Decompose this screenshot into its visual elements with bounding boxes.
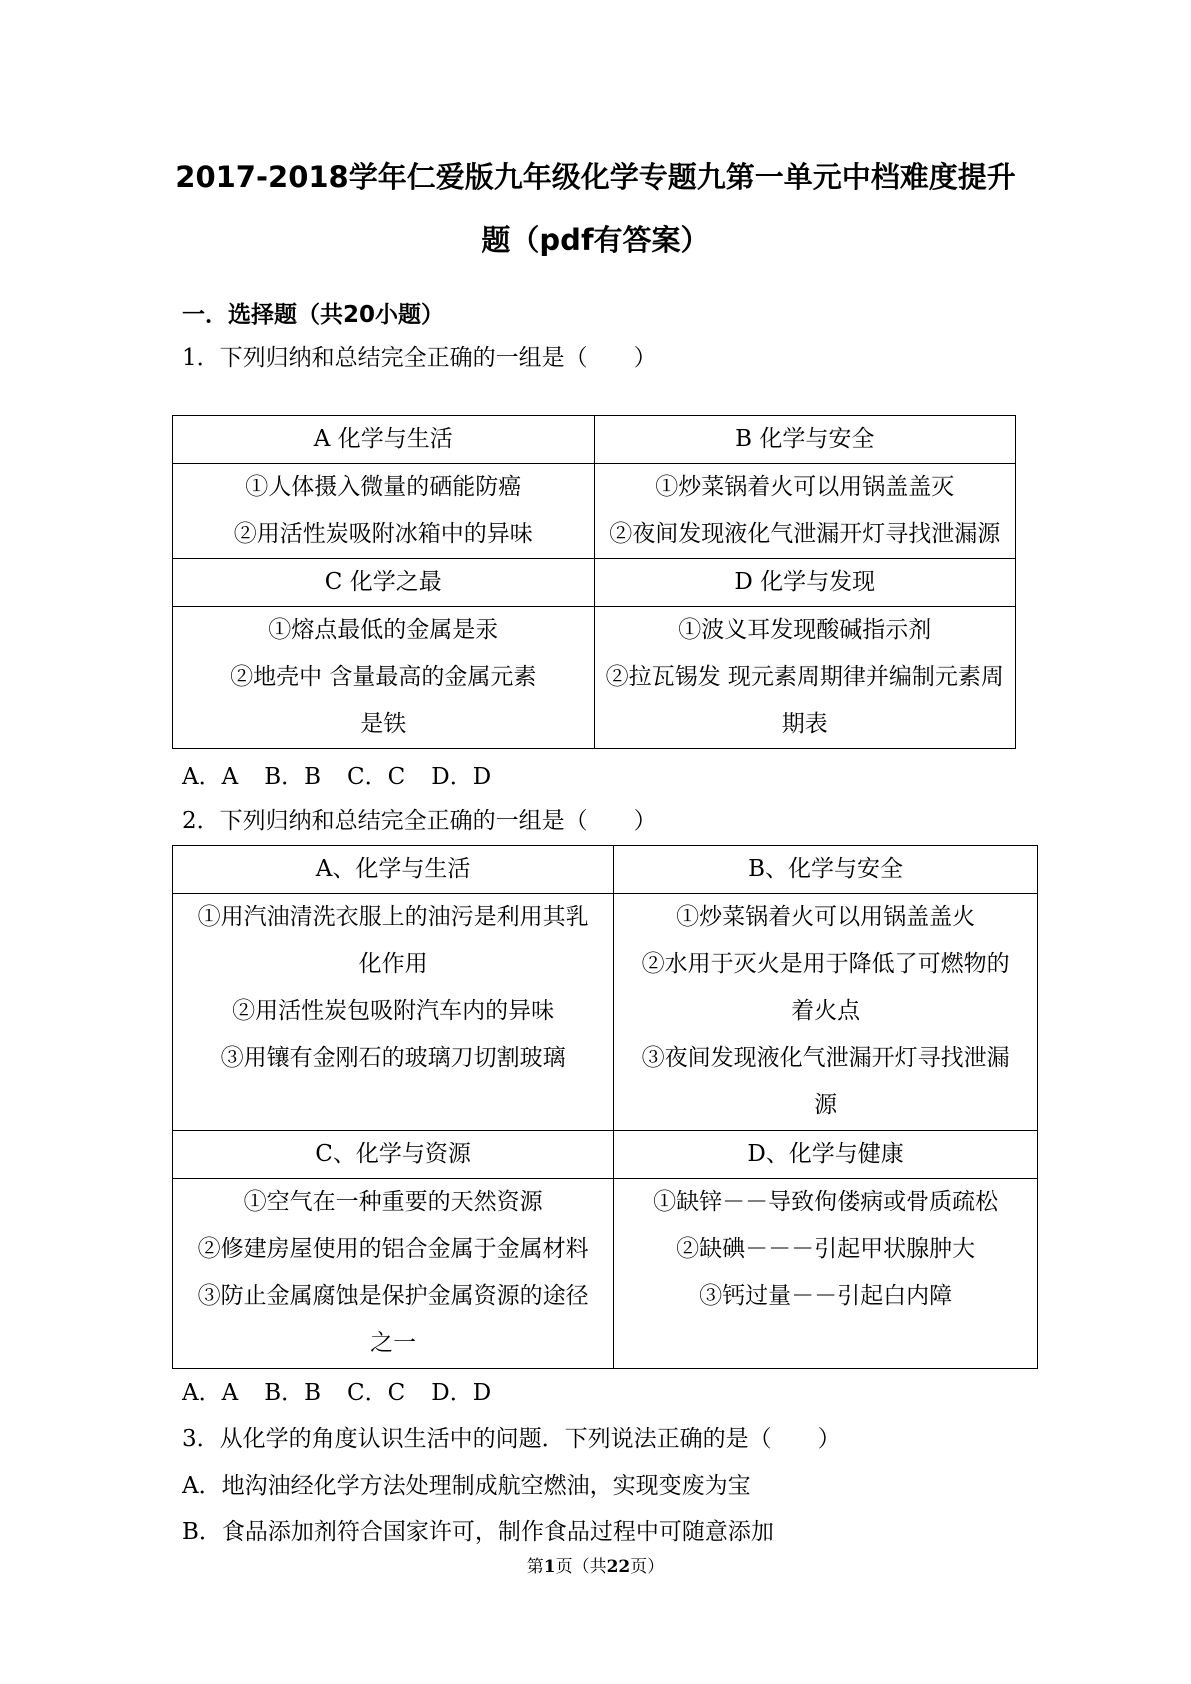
q2-d-line: ①缺锌－－导致佝偻病或骨质疏松	[653, 1189, 999, 1215]
q1-cell-a-body	[173, 464, 595, 559]
q2-a-line: ②用活性炭包吸附汽车内的异味	[232, 998, 555, 1024]
q1-option-d: D．D	[431, 764, 492, 790]
question-3-stem: 3．从化学的角度认识生活中的问题．下列说法正确的是（ ）	[182, 1426, 841, 1452]
q1-c-line: 是铁	[360, 711, 407, 737]
q1-d-line: ②拉瓦锡发 现元素周期律并编制元素周	[605, 664, 1004, 690]
q2-cell-d-body	[614, 1179, 1038, 1369]
q1-c-line: ②地壳中 含量最高的金属元素	[230, 664, 537, 690]
footer-prefix: 第	[526, 1557, 544, 1577]
q2-cell-b-head: B、化学与安全	[614, 846, 1038, 894]
question-1-table	[172, 415, 1016, 749]
q1-b-line: ①炒菜锅着火可以用锅盖盖灭	[655, 474, 955, 500]
q2-b-line: 源	[814, 1092, 838, 1118]
document-title-line-2: 题（pdf有答案）	[481, 223, 710, 257]
footer-total-pages: 22	[606, 1557, 631, 1577]
q1-option-c: C．C	[347, 764, 406, 790]
q2-cell-c-head: C、化学与资源	[173, 1131, 614, 1179]
q1-option-b: B．B	[264, 764, 322, 790]
q2-c-line: ③防止金属腐蚀是保护金属资源的途径	[197, 1283, 589, 1309]
q1-cell-c-head: C 化学之最	[173, 559, 595, 607]
footer-page-number: 1	[543, 1557, 556, 1577]
q2-c-line: ②修建房屋使用的铝合金属于金属材料	[197, 1236, 589, 1262]
q2-d-line: ②缺碘－－－引起甲状腺肿大	[676, 1236, 976, 1262]
q1-cell-c-body	[173, 607, 595, 749]
q2-option-a: A．A	[182, 1380, 239, 1406]
q2-c-line: 之一	[370, 1330, 417, 1356]
q2-b-line: ①炒菜锅着火可以用锅盖盖火	[676, 904, 976, 930]
question-2-options	[182, 1378, 517, 1408]
footer-suffix: 页）	[630, 1557, 665, 1577]
q2-a-line: 化作用	[358, 951, 428, 977]
q1-a-line: ②用活性炭吸附冰箱中的异味	[233, 521, 533, 547]
document-title-line-1: 2017-2018学年仁爱版九年级化学专题九第一单元中档难度提升	[175, 160, 1016, 194]
q2-cell-a-body	[173, 894, 614, 1131]
footer-mid: 页（共	[555, 1557, 607, 1577]
q1-d-line: 期表	[781, 711, 828, 737]
q2-option-c: C．C	[347, 1380, 406, 1406]
q2-b-line: ②水用于灭火是用于降低了可燃物的	[641, 951, 1010, 977]
question-1-options	[182, 762, 517, 792]
q1-cell-d-head: D 化学与发现	[594, 559, 1016, 607]
q1-b-line: ②夜间发现液化气泄漏开灯寻找泄漏源	[609, 521, 1001, 547]
q2-b-line: 着火点	[791, 998, 861, 1024]
q3-option-b: B．食品添加剂符合国家许可，制作食品过程中可随意添加	[182, 1519, 774, 1545]
question-2-stem: 2．下列归纳和总结完全正确的一组是（ ）	[182, 808, 657, 834]
q2-option-b: B．B	[264, 1380, 322, 1406]
section-heading: 一．选择题（共20小题）	[182, 302, 445, 328]
page-footer	[0, 1552, 1191, 1577]
q1-cell-b-body	[594, 464, 1016, 559]
q2-cell-b-body	[614, 894, 1038, 1131]
q1-d-line: ①波义耳发现酸碱指示剂	[678, 617, 932, 643]
q1-cell-d-body	[594, 607, 1016, 749]
q1-cell-b-head: B 化学与安全	[594, 416, 1016, 464]
q2-option-d: D．D	[431, 1380, 492, 1406]
q1-option-a: A．A	[182, 764, 239, 790]
q2-cell-a-head: A、化学与生活	[173, 846, 614, 894]
q2-b-line: ③夜间发现液化气泄漏开灯寻找泄漏	[641, 1045, 1010, 1071]
q2-cell-d-head: D、化学与健康	[614, 1131, 1038, 1179]
question-1-stem: 1．下列归纳和总结完全正确的一组是（ ）	[182, 345, 657, 371]
q2-a-line: ①用汽油清洗衣服上的油污是利用其乳	[197, 904, 589, 930]
q2-c-line: ①空气在一种重要的天然资源	[243, 1189, 543, 1215]
q2-cell-c-body	[173, 1179, 614, 1369]
q1-a-line: ①人体摄入微量的硒能防癌	[245, 474, 522, 500]
question-2-table	[172, 845, 1038, 1369]
q2-a-line: ③用镶有金刚石的玻璃刀切割玻璃	[220, 1045, 566, 1071]
q2-d-line: ③钙过量－－引起白内障	[699, 1283, 953, 1309]
q3-option-a: A．地沟油经化学方法处理制成航空燃油，实现变废为宝	[182, 1473, 751, 1499]
q1-c-line: ①熔点最低的金属是汞	[268, 617, 499, 643]
q1-cell-a-head: A 化学与生活	[173, 416, 595, 464]
